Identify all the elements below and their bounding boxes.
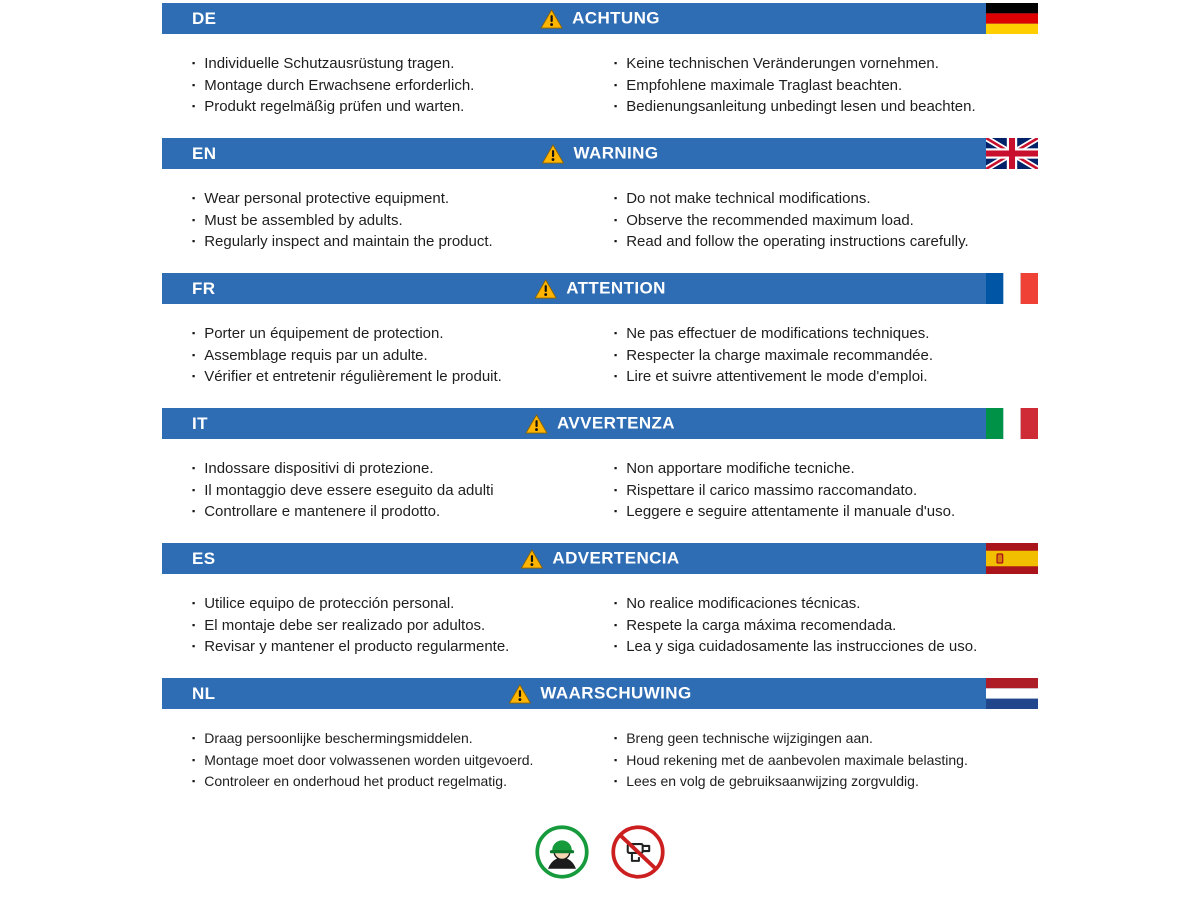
bullet-item: ▪ Montage moet door volwassenen worden uitgevoerd. — [192, 750, 612, 772]
bullet-item: ▪ Keine technischen Veränderungen vornehmen. — [614, 53, 1034, 75]
language-code: NL — [192, 683, 216, 703]
language-code: ES — [192, 548, 216, 568]
bullet-item: ▪ Revisar y mantener el producto regularmente. — [192, 636, 612, 658]
bullet-item: ▪ Porter un équipement de protection. — [192, 323, 612, 345]
bullet-item: ▪ Montage durch Erwachsene erforderlich. — [192, 75, 612, 97]
bullet-list-left — [162, 593, 612, 658]
warning-title: WAARSCHUWING — [540, 683, 692, 703]
warning-triangle-icon — [540, 8, 563, 29]
bullet-item: ▪ Bedienungsanleitung unbedingt lesen und beachten. — [614, 96, 1034, 118]
section-header-bar — [162, 3, 1038, 34]
warning-title: WARNING — [573, 143, 659, 163]
bullet-list-right — [612, 53, 1038, 118]
bullet-item: ▪ Do not make technical modifications. — [614, 188, 1034, 210]
bullet-list-left — [162, 323, 612, 388]
bullet-item: ▪ Breng geen technische wijzigingen aan. — [614, 728, 1034, 750]
bullet-item: ▪ No realice modificaciones técnicas. — [614, 593, 1034, 615]
bullet-list-left — [162, 728, 612, 793]
section-header-bar — [162, 678, 1038, 709]
bullet-item: ▪ Lea y siga cuidadosamente las instrucciones de uso. — [614, 636, 1034, 658]
wear-safety-helmet-icon — [534, 824, 590, 880]
section-de — [162, 3, 1038, 138]
bullet-item: ▪ El montaje debe ser realizado por adultos. — [192, 615, 612, 637]
bullet-item: ▪ Leggere e seguire attentamente il manuale d'uso. — [614, 501, 1034, 523]
section-nl — [162, 678, 1038, 813]
section-header-bar — [162, 273, 1038, 304]
bullet-list-right — [612, 593, 1038, 658]
bullet-item: ▪ Must be assembled by adults. — [192, 210, 612, 232]
bullet-item: ▪ Observe the recommended maximum load. — [614, 210, 1034, 232]
section-es — [162, 543, 1038, 678]
language-code: EN — [192, 143, 217, 163]
section-header-bar — [162, 408, 1038, 439]
bullet-list-right — [612, 323, 1038, 388]
bullet-item: ▪ Lees en volg de gebruiksaanwijzing zorgvuldig. — [614, 771, 1034, 793]
language-code: DE — [192, 8, 217, 28]
flag-italy-icon — [986, 408, 1038, 439]
flag-germany-icon — [986, 3, 1038, 34]
no-drilling-prohibition-icon — [610, 824, 666, 880]
section-fr — [162, 273, 1038, 408]
flag-netherlands-icon — [986, 678, 1038, 709]
bullet-item: ▪ Controllare e mantenere il prodotto. — [192, 501, 612, 523]
warning-triangle-icon — [520, 548, 543, 569]
warning-title: AVVERTENZA — [557, 413, 675, 433]
bullet-item: ▪ Produkt regelmäßig prüfen und warten. — [192, 96, 612, 118]
warning-title: ACHTUNG — [572, 8, 660, 28]
bullet-item: ▪ Wear personal protective equipment. — [192, 188, 612, 210]
warning-triangle-icon — [508, 683, 531, 704]
section-it — [162, 408, 1038, 543]
section-header-bar — [162, 543, 1038, 574]
warning-title: ATTENTION — [566, 278, 666, 298]
bullet-item: ▪ Read and follow the operating instructions carefully. — [614, 231, 1034, 253]
bullet-item: ▪ Rispettare il carico massimo raccomandato. — [614, 480, 1034, 502]
safety-instructions-sheet — [162, 0, 1038, 880]
language-code: IT — [192, 413, 208, 433]
bullet-list-left — [162, 53, 612, 118]
bullet-item: ▪ Houd rekening met de aanbevolen maximale belasting. — [614, 750, 1034, 772]
bullet-item: ▪ Respecter la charge maximale recommandée. — [614, 345, 1034, 367]
bullet-item: ▪ Assemblage requis par un adulte. — [192, 345, 612, 367]
flag-united-kingdom-icon — [986, 138, 1038, 169]
warning-triangle-icon — [542, 143, 565, 164]
bullet-item: ▪ Vérifier et entretenir régulièrement le produit. — [192, 366, 612, 388]
bullet-item: ▪ Lire et suivre attentivement le mode d'emploi. — [614, 366, 1034, 388]
language-code: FR — [192, 278, 216, 298]
footer-pictograms — [162, 824, 1038, 880]
bullet-item: ▪ Individuelle Schutzausrüstung tragen. — [192, 53, 612, 75]
bullet-item: ▪ Indossare dispositivi di protezione. — [192, 458, 612, 480]
bullet-item: ▪ Utilice equipo de protección personal. — [192, 593, 612, 615]
bullet-list-right — [612, 188, 1038, 253]
bullet-list-right — [612, 728, 1038, 793]
bullet-list-right — [612, 458, 1038, 523]
bullet-item: ▪ Ne pas effectuer de modifications techniques. — [614, 323, 1034, 345]
bullet-item: ▪ Respete la carga máxima recomendada. — [614, 615, 1034, 637]
warning-triangle-icon — [534, 278, 557, 299]
bullet-list-left — [162, 458, 612, 523]
bullet-item: ▪ Regularly inspect and maintain the product. — [192, 231, 612, 253]
warning-triangle-icon — [525, 413, 548, 434]
warning-title: ADVERTENCIA — [552, 548, 680, 568]
flag-spain-icon — [986, 543, 1038, 574]
section-header-bar — [162, 138, 1038, 169]
bullet-item: ▪ Empfohlene maximale Traglast beachten. — [614, 75, 1034, 97]
flag-france-icon — [986, 273, 1038, 304]
bullet-item: ▪ Non apportare modifiche tecniche. — [614, 458, 1034, 480]
section-en — [162, 138, 1038, 273]
bullet-item: ▪ Il montaggio deve essere eseguito da adulti — [192, 480, 612, 502]
bullet-item: ▪ Controleer en onderhoud het product regelmatig. — [192, 771, 612, 793]
bullet-item: ▪ Draag persoonlijke beschermingsmiddelen. — [192, 728, 612, 750]
bullet-list-left — [162, 188, 612, 253]
